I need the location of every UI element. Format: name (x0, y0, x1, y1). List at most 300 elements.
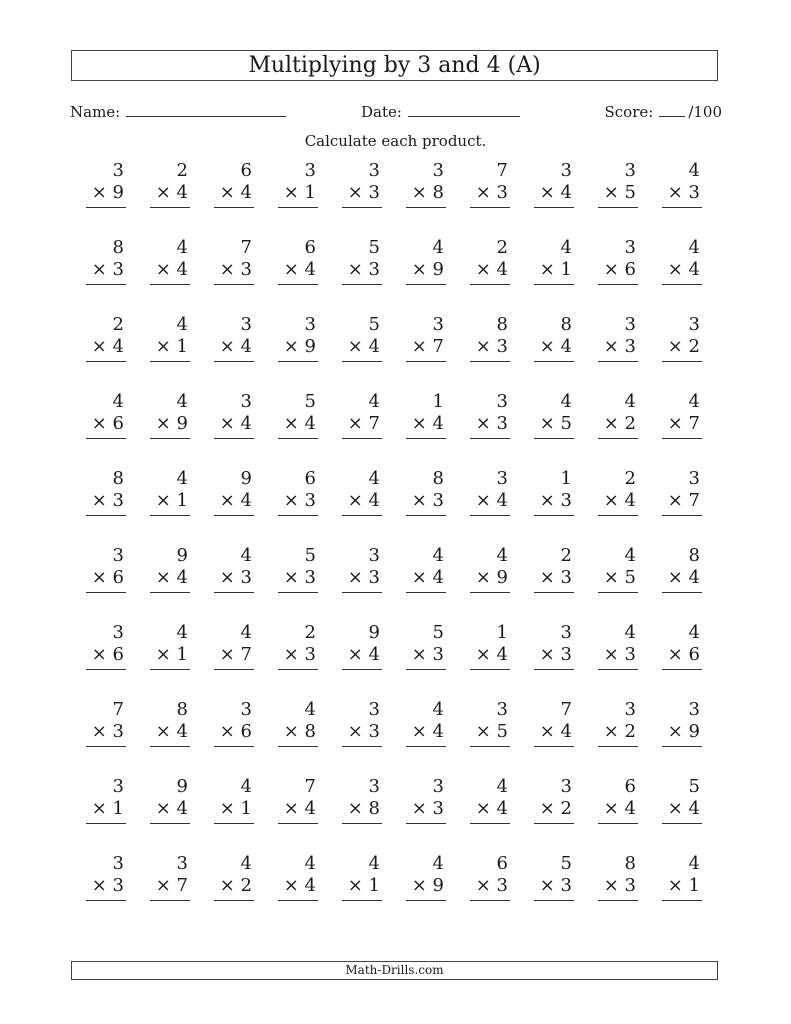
answer-line[interactable] (662, 746, 702, 747)
problem (342, 545, 382, 595)
multiplier: 2 (240, 875, 252, 896)
times-sign: × (411, 336, 427, 357)
multiplier: 4 (240, 490, 252, 511)
answer-line[interactable] (214, 284, 254, 285)
times-sign: × (155, 798, 171, 819)
problem (342, 391, 382, 441)
answer-line[interactable] (214, 669, 254, 670)
answer-line[interactable] (86, 592, 126, 593)
problem (278, 160, 318, 210)
problem (662, 314, 702, 364)
problem (470, 160, 510, 210)
answer-line[interactable] (470, 669, 510, 670)
multiplier-line (540, 182, 572, 204)
multiplicand: 6 (304, 237, 316, 258)
answer-line[interactable] (534, 746, 574, 747)
answer-line[interactable] (278, 669, 318, 670)
answer-line[interactable] (86, 207, 126, 208)
times-sign: × (283, 644, 299, 665)
answer-line[interactable] (214, 823, 254, 824)
answer-line[interactable] (342, 823, 382, 824)
problem (342, 160, 382, 210)
answer-line[interactable] (406, 207, 446, 208)
problem (278, 699, 318, 749)
times-sign: × (603, 875, 619, 896)
multiplier: 4 (688, 798, 700, 819)
multiplier-line (220, 798, 252, 820)
answer-line[interactable] (406, 515, 446, 516)
multiplier: 3 (496, 336, 508, 357)
multiplier: 9 (112, 182, 124, 203)
multiplier-line (668, 721, 700, 743)
multiplier-line (476, 182, 508, 204)
multiplier: 3 (624, 875, 636, 896)
answer-line[interactable] (150, 592, 190, 593)
times-sign: × (603, 567, 619, 588)
times-sign: × (667, 798, 683, 819)
answer-line[interactable] (470, 746, 510, 747)
problem (86, 237, 126, 287)
answer-line[interactable] (150, 823, 190, 824)
answer-line[interactable] (406, 438, 446, 439)
multiplicand: 5 (432, 622, 444, 643)
answer-line[interactable] (406, 669, 446, 670)
answer-line[interactable] (470, 900, 510, 901)
multiplicand: 4 (176, 237, 188, 258)
answer-line[interactable] (598, 746, 638, 747)
answer-line[interactable] (214, 361, 254, 362)
multiplier-line (412, 336, 444, 358)
problem (598, 237, 638, 287)
times-sign: × (475, 798, 491, 819)
multiplier: 2 (624, 413, 636, 434)
answer-line[interactable] (86, 746, 126, 747)
answer-line[interactable] (406, 746, 446, 747)
answer-line[interactable] (662, 823, 702, 824)
problem (534, 391, 574, 441)
multiplicand: 4 (368, 853, 380, 874)
multiplier: 1 (112, 798, 124, 819)
multiplier: 1 (368, 875, 380, 896)
times-sign: × (91, 182, 107, 203)
answer-line[interactable] (86, 823, 126, 824)
multiplicand: 1 (432, 391, 444, 412)
answer-line[interactable] (278, 284, 318, 285)
multiplier: 4 (176, 798, 188, 819)
times-sign: × (603, 798, 619, 819)
multiplier: 1 (240, 798, 252, 819)
problem (598, 391, 638, 441)
times-sign: × (475, 875, 491, 896)
multiplier-line (476, 721, 508, 743)
answer-line[interactable] (534, 438, 574, 439)
multiplier: 8 (432, 182, 444, 203)
answer-line[interactable] (150, 284, 190, 285)
multiplier-line (92, 413, 124, 435)
multiplier-line (476, 875, 508, 897)
multiplier-line (92, 875, 124, 897)
multiplier-line (348, 567, 380, 589)
multiplicand: 3 (240, 314, 252, 335)
multiplier: 4 (240, 336, 252, 357)
multiplicand: 2 (176, 160, 188, 181)
multiplier-line (412, 182, 444, 204)
multiplier: 3 (368, 259, 380, 280)
answer-line[interactable] (598, 361, 638, 362)
problem (406, 545, 446, 595)
multiplier: 5 (496, 721, 508, 742)
times-sign: × (539, 644, 555, 665)
problem (534, 237, 574, 287)
problem (278, 237, 318, 287)
multiplier-line (156, 490, 188, 512)
problem (470, 545, 510, 595)
multiplier-line (156, 182, 188, 204)
multiplicand: 4 (304, 699, 316, 720)
multiplicand: 5 (304, 391, 316, 412)
multiplicand: 9 (176, 545, 188, 566)
answer-line[interactable] (150, 746, 190, 747)
times-sign: × (539, 798, 555, 819)
score-label: Score: (604, 103, 654, 121)
answer-line[interactable] (662, 361, 702, 362)
times-sign: × (219, 413, 235, 434)
times-sign: × (347, 182, 363, 203)
times-sign: × (667, 182, 683, 203)
multiplier: 4 (176, 182, 188, 203)
times-sign: × (475, 644, 491, 665)
multiplicand: 3 (560, 776, 572, 797)
multiplier-line (220, 259, 252, 281)
multiplier: 5 (624, 567, 636, 588)
answer-line[interactable] (214, 900, 254, 901)
multiplicand: 4 (176, 391, 188, 412)
multiplier: 1 (560, 259, 572, 280)
answer-line[interactable] (598, 438, 638, 439)
answer-line[interactable] (150, 438, 190, 439)
problem (342, 314, 382, 364)
multiplier-line (604, 798, 636, 820)
answer-line[interactable] (342, 207, 382, 208)
answer-line[interactable] (598, 592, 638, 593)
answer-line[interactable] (598, 284, 638, 285)
answer-line[interactable] (86, 438, 126, 439)
times-sign: × (667, 259, 683, 280)
multiplicand: 5 (688, 776, 700, 797)
multiplier: 3 (560, 644, 572, 665)
times-sign: × (475, 490, 491, 511)
multiplier: 7 (240, 644, 252, 665)
answer-line[interactable] (598, 900, 638, 901)
times-sign: × (219, 875, 235, 896)
multiplicand: 9 (368, 622, 380, 643)
problem (406, 776, 446, 826)
multiplier: 2 (624, 721, 636, 742)
problem (214, 699, 254, 749)
answer-line[interactable] (598, 669, 638, 670)
times-sign: × (603, 721, 619, 742)
answer-line[interactable] (86, 515, 126, 516)
multiplier: 6 (112, 644, 124, 665)
answer-line[interactable] (662, 900, 702, 901)
multiplicand: 3 (624, 160, 636, 181)
times-sign: × (155, 721, 171, 742)
multiplier-line (92, 490, 124, 512)
problem (342, 468, 382, 518)
times-sign: × (155, 336, 171, 357)
multiplicand: 3 (368, 545, 380, 566)
answer-line[interactable] (278, 361, 318, 362)
problem (662, 391, 702, 441)
answer-line[interactable] (534, 515, 574, 516)
times-sign: × (347, 875, 363, 896)
answer-line[interactable] (598, 823, 638, 824)
problem (86, 391, 126, 441)
times-sign: × (219, 721, 235, 742)
multiplier-line (540, 259, 572, 281)
multiplicand: 8 (560, 314, 572, 335)
multiplier: 3 (304, 567, 316, 588)
answer-line[interactable] (470, 515, 510, 516)
problem (86, 468, 126, 518)
multiplicand: 3 (560, 622, 572, 643)
answer-line[interactable] (534, 207, 574, 208)
answer-line[interactable] (150, 669, 190, 670)
answer-line[interactable] (470, 207, 510, 208)
multiplicand: 7 (496, 160, 508, 181)
times-sign: × (283, 567, 299, 588)
problem (214, 160, 254, 210)
multiplicand: 4 (304, 853, 316, 874)
answer-line[interactable] (406, 823, 446, 824)
times-sign: × (283, 875, 299, 896)
times-sign: × (539, 259, 555, 280)
answer-line[interactable] (534, 592, 574, 593)
answer-line[interactable] (86, 669, 126, 670)
multiplicand: 7 (240, 237, 252, 258)
multiplicand: 5 (368, 237, 380, 258)
multiplicand: 3 (368, 776, 380, 797)
multiplicand: 4 (432, 853, 444, 874)
answer-line[interactable] (470, 823, 510, 824)
answer-line[interactable] (342, 669, 382, 670)
answer-line[interactable] (598, 207, 638, 208)
problem (470, 699, 510, 749)
problem (278, 545, 318, 595)
answer-line[interactable] (86, 900, 126, 901)
problem (406, 622, 446, 672)
times-sign: × (411, 721, 427, 742)
problem (86, 699, 126, 749)
answer-line[interactable] (470, 361, 510, 362)
multiplier-line (540, 798, 572, 820)
answer-line[interactable] (662, 284, 702, 285)
multiplier-line (412, 413, 444, 435)
multiplier-line (348, 336, 380, 358)
multiplicand: 5 (368, 314, 380, 335)
multiplicand: 7 (560, 699, 572, 720)
problem (86, 622, 126, 672)
multiplicand: 4 (432, 237, 444, 258)
answer-line[interactable] (278, 746, 318, 747)
multiplicand: 7 (112, 699, 124, 720)
answer-line[interactable] (150, 515, 190, 516)
answer-line[interactable] (406, 361, 446, 362)
multiplicand: 4 (496, 545, 508, 566)
answer-line[interactable] (278, 900, 318, 901)
answer-line[interactable] (662, 592, 702, 593)
multiplier: 2 (688, 336, 700, 357)
multiplicand: 3 (624, 699, 636, 720)
multiplier: 4 (176, 567, 188, 588)
name-label: Name: (70, 103, 121, 121)
answer-line[interactable] (598, 515, 638, 516)
answer-line[interactable] (342, 900, 382, 901)
answer-line[interactable] (150, 361, 190, 362)
multiplier: 3 (688, 182, 700, 203)
problem (534, 853, 574, 903)
times-sign: × (347, 644, 363, 665)
multiplier-line (540, 490, 572, 512)
answer-line[interactable] (278, 823, 318, 824)
problem (278, 776, 318, 826)
times-sign: × (91, 644, 107, 665)
answer-line[interactable] (534, 669, 574, 670)
multiplier-line (348, 259, 380, 281)
multiplier-line (476, 644, 508, 666)
times-sign: × (91, 413, 107, 434)
multiplier-line (476, 413, 508, 435)
problem (150, 776, 190, 826)
answer-line[interactable] (662, 515, 702, 516)
times-sign: × (475, 336, 491, 357)
multiplier: 4 (496, 259, 508, 280)
answer-line[interactable] (534, 900, 574, 901)
answer-line[interactable] (470, 284, 510, 285)
answer-line[interactable] (470, 438, 510, 439)
multiplier: 3 (432, 798, 444, 819)
multiplicand: 3 (624, 237, 636, 258)
answer-line[interactable] (214, 746, 254, 747)
times-sign: × (155, 182, 171, 203)
times-sign: × (475, 413, 491, 434)
answer-line[interactable] (150, 207, 190, 208)
answer-line[interactable] (406, 592, 446, 593)
answer-line[interactable] (214, 592, 254, 593)
answer-line[interactable] (342, 592, 382, 593)
multiplier-line (156, 875, 188, 897)
problem (662, 853, 702, 903)
problem (278, 468, 318, 518)
multiplicand: 3 (112, 776, 124, 797)
multiplier-line (412, 490, 444, 512)
answer-line[interactable] (150, 900, 190, 901)
multiplier-line (412, 644, 444, 666)
multiplier: 4 (688, 259, 700, 280)
multiplier: 3 (112, 721, 124, 742)
answer-line[interactable] (662, 669, 702, 670)
multiplier: 3 (304, 644, 316, 665)
times-sign: × (667, 644, 683, 665)
multiplicand: 2 (496, 237, 508, 258)
multiplicand: 8 (112, 237, 124, 258)
problem (406, 853, 446, 903)
answer-line[interactable] (214, 207, 254, 208)
answer-line[interactable] (406, 284, 446, 285)
multiplier: 3 (624, 336, 636, 357)
answer-line[interactable] (342, 515, 382, 516)
problem (598, 468, 638, 518)
problem (406, 468, 446, 518)
problem (150, 622, 190, 672)
times-sign: × (411, 567, 427, 588)
answer-line[interactable] (214, 515, 254, 516)
multiplier-line (668, 490, 700, 512)
problem (86, 776, 126, 826)
times-sign: × (283, 413, 299, 434)
problem (150, 237, 190, 287)
answer-line[interactable] (278, 438, 318, 439)
times-sign: × (475, 259, 491, 280)
answer-line[interactable] (342, 746, 382, 747)
answer-line[interactable] (406, 900, 446, 901)
multiplier: 1 (176, 490, 188, 511)
multiplier: 4 (560, 182, 572, 203)
problem (214, 776, 254, 826)
problem (598, 160, 638, 210)
multiplicand: 4 (368, 468, 380, 489)
answer-line[interactable] (214, 438, 254, 439)
multiplicand: 3 (176, 853, 188, 874)
multiplier-line (92, 798, 124, 820)
multiplier-line (156, 336, 188, 358)
times-sign: × (283, 259, 299, 280)
answer-line[interactable] (534, 823, 574, 824)
multiplier-line (92, 567, 124, 589)
answer-line[interactable] (662, 438, 702, 439)
problem (150, 314, 190, 364)
answer-line[interactable] (534, 284, 574, 285)
multiplier-line (220, 413, 252, 435)
multiplier-line (284, 721, 316, 743)
times-sign: × (411, 490, 427, 511)
multiplier-line (668, 875, 700, 897)
multiplier: 3 (624, 644, 636, 665)
multiplier-line (412, 259, 444, 281)
problem (534, 545, 574, 595)
multiplicand: 9 (240, 468, 252, 489)
answer-line[interactable] (278, 207, 318, 208)
multiplier-line (92, 182, 124, 204)
problem (662, 160, 702, 210)
answer-line[interactable] (86, 284, 126, 285)
answer-line[interactable] (534, 361, 574, 362)
multiplicand: 3 (496, 391, 508, 412)
times-sign: × (283, 336, 299, 357)
multiplier-line (92, 644, 124, 666)
answer-line[interactable] (342, 361, 382, 362)
answer-line[interactable] (662, 207, 702, 208)
multiplier: 6 (624, 259, 636, 280)
answer-line[interactable] (278, 515, 318, 516)
answer-line[interactable] (342, 438, 382, 439)
answer-line[interactable] (470, 592, 510, 593)
multiplicand: 8 (112, 468, 124, 489)
answer-line[interactable] (86, 361, 126, 362)
answer-line[interactable] (278, 592, 318, 593)
answer-line[interactable] (342, 284, 382, 285)
multiplicand: 4 (432, 545, 444, 566)
